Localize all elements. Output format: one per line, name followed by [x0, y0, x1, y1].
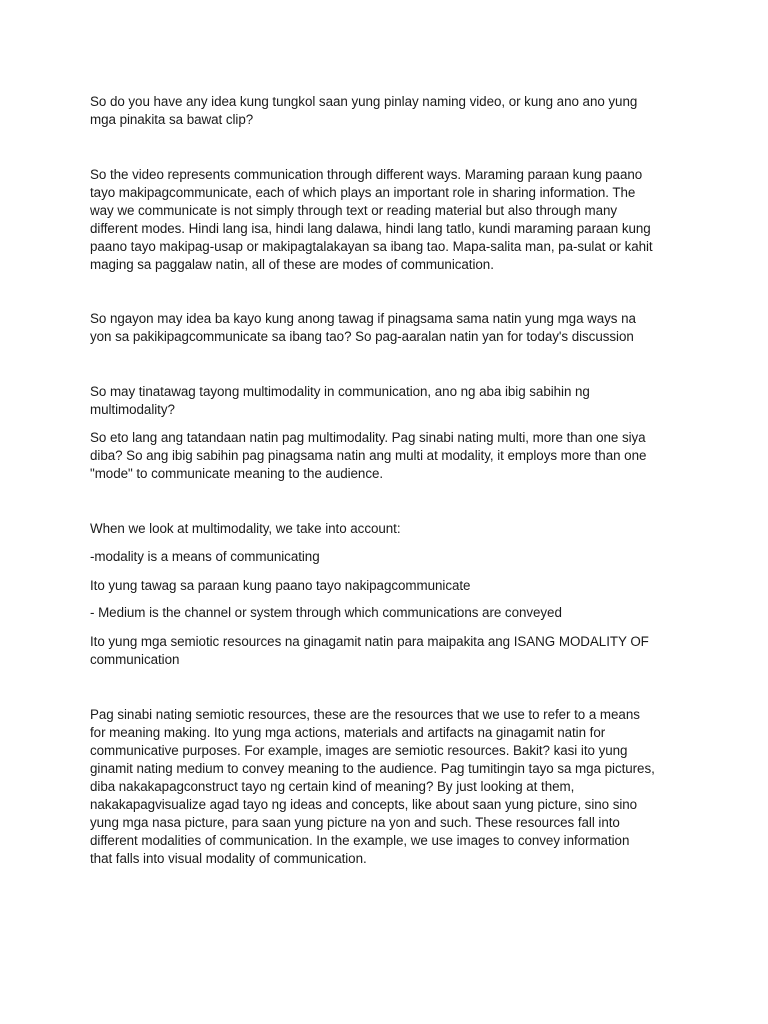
paragraph-ways-combined-question: So ngayon may idea ba kayo kung anong tawag if pinagsama sama natin yung mga ways na yon sa pakikipagcommunicate sa ibang tao? So pag-aaralan natin yan for today's discussion: [90, 311, 636, 344]
paragraph-modality-explanation: Ito yung tawag sa paraan kung paano tayo nakipagcommunicate: [90, 578, 471, 593]
paragraph-video-communication: So the video represents communication through different ways. Maraming paraan kung paano tayo makipagcommunicate, each of which plays an important role in sharing information. The way we communicate is not simply through text or reading material but also through many different modes. Hindi lang isa, hindi lang dalawa, hindi lang tatlo, kundi maraming paraan kung paano tayo makipag-usap or makipagtalakayan sa ibang tao. Mapa-salita man, pa-sulat or kahit maging sa paggalaw natin, all of these are modes of communication.: [90, 167, 653, 272]
paragraph-medium-point: - Medium is the channel or system through which communications are conveyed: [90, 605, 562, 620]
paragraph-semiotic-resources: Pag sinabi nating semiotic resources, these are the resources that we use to refer to a means for meaning making. Ito yung mga actions, materials and artifacts na ginagamit natin for communicative purposes. For example, images are semiotic resources. Bakit? kasi ito yung ginamit nating medium to convey meaning to the audience. Pag tumitingin tayo sa mga pictures, diba nakakapagconstruct tayo ng certain kind of meaning? By just looking at them, nakakapagvisualize agad tayo ng ideas and concepts, like about saan yung picture, sino sino yung mga nasa picture, para saan yung picture na yon and such. These resources fall into different modalities of communication. In the example, we use images to convey information that falls into visual modality of communication.: [90, 707, 655, 866]
paragraph-video-question: So do you have any idea kung tungkol saan yung pinlay naming video, or kung ano ano yung mga pinakita sa bawat clip?: [90, 94, 638, 127]
paragraph-multimodality-question: So may tinatawag tayong multimodality in communication, ano ng aba ibig sabihin ng multimodality?: [90, 384, 590, 417]
paragraph-multimodality-definition: So eto lang ang tatandaan natin pag multimodality. Pag sinabi nating multi, more than one siya diba? So ang ibig sabihin pag pinagsama natin ang multi at modality, it employs more than one "mode" to communicate meaning to the audience.: [90, 430, 647, 481]
paragraph-modality-point: -modality is a means of communicating: [90, 549, 320, 564]
paragraph-account-intro: When we look at multimodality, we take into account:: [90, 521, 401, 536]
paragraph-medium-explanation: Ito yung mga semiotic resources na ginagamit natin para maipakita ang ISANG MODALITY OF communication: [90, 634, 649, 667]
